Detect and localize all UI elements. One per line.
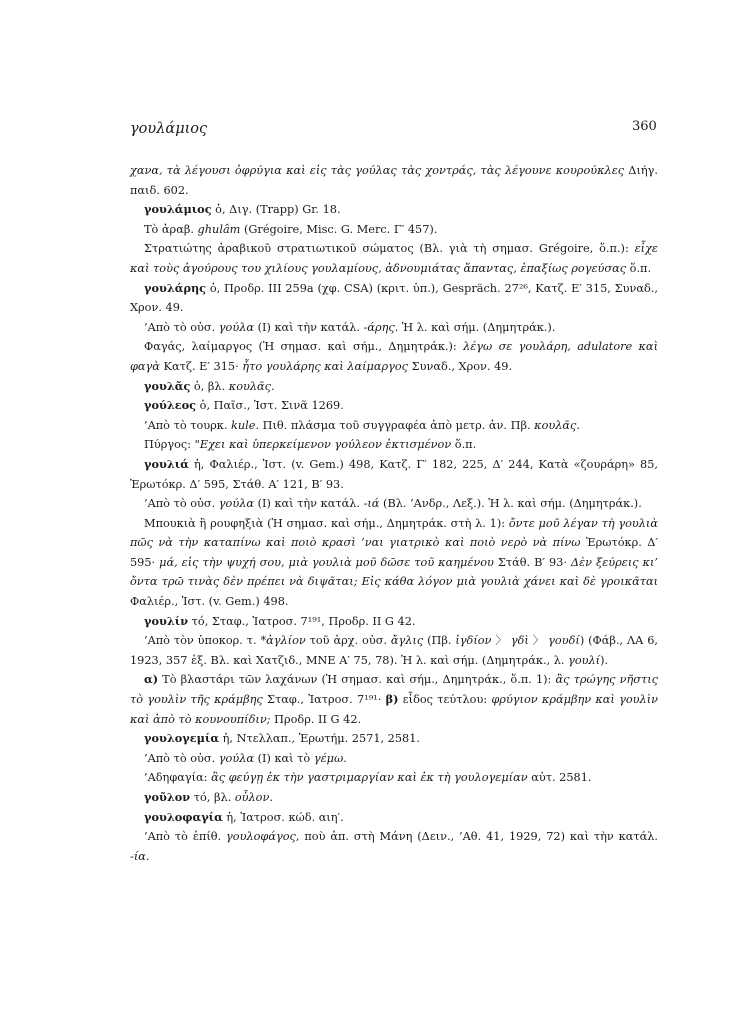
text: . Ἡ λ. καὶ σήμ. (Δημητράκ.).	[394, 320, 556, 334]
text: Πύργος:	[144, 438, 195, 452]
entry-paragraph	[130, 337, 658, 376]
text: Προδρ. II G 42.	[270, 712, 362, 726]
entry-paragraph	[130, 435, 658, 455]
entry-paragraph	[130, 239, 658, 278]
text: ’Απὸ τὸ οὐσ.	[144, 751, 219, 765]
italic-text: οὖλον	[234, 791, 270, 804]
entry-paragraph	[130, 494, 658, 514]
entry-paragraph	[130, 416, 658, 436]
text: ).	[600, 653, 609, 667]
text: ὁ, Παῖσ., Ἱστ. Σινᾶ 1269.	[196, 399, 344, 413]
text: . Πιθ. πλάσμα τοῦ συγγραφέα ἀπὸ μετρ. ἀν. Πβ.	[255, 418, 535, 432]
text: ’Απὸ τὸ οὐσ.	[144, 497, 219, 511]
text: 〉	[528, 634, 549, 648]
italic-text: κουλᾶς	[534, 418, 577, 432]
text: Κατζ. Ε′ 315·	[159, 359, 243, 373]
entry-paragraph	[130, 768, 658, 788]
italic-text: -ία	[130, 849, 146, 863]
italic-text: -άρης	[363, 320, 395, 334]
italic-text: κουλᾶς	[228, 379, 271, 393]
text: ἡ, Φαλιέρ., Ἱστ. (v. Gem.) 498, Κατζ. Γ′ 182, 225, Δ′ 244, Κατὰ «ζουράρη» 85, Ἐρωτόκρ. Δ′ 595, Στάθ. Α′ 121, Β′ 93.	[130, 457, 658, 491]
text: Διήγ. παιδ. 602.	[130, 164, 658, 197]
headword: γουλίν	[144, 613, 189, 628]
text: (Βλ. ’Ανδρ., Λεξ.). Ἡ λ. καὶ σήμ. (Δημητράκ.).	[379, 497, 642, 511]
text: Μπουκιὰ ἢ ρουφηξιὰ (Ἡ σημασ. καὶ σήμ., Δημητράκ. στὴ λ. 1):	[144, 516, 509, 530]
italic-text: γουλοφάγος	[226, 830, 296, 844]
italic-text: ghulâm	[197, 222, 241, 236]
lemma-entry	[130, 788, 658, 808]
text: (I) καὶ τὸ	[254, 751, 314, 765]
italic-text: ἰγδίον	[455, 634, 492, 648]
italic-text: kule	[231, 418, 256, 432]
entry-paragraph	[130, 670, 658, 729]
entry-paragraph	[130, 220, 658, 240]
italic-text: ὄντε μοῦ λέγαν τὴ γουλιὰ πῶς νὰ τὴν καταπίνω καὶ ποιὸ κρασὶ ’ναι γιατρικὸ καὶ ποιὸ νερὸ νὰ πίνω	[130, 516, 658, 550]
running-title: γουλάμιος	[130, 121, 208, 137]
text: Στρατιώτης ἀραβικοῦ στρατιωτικοῦ σώματος (Βλ. γιὰ τὴ σημασ. Grégoire, ὅ.π.):	[144, 242, 635, 256]
text: (Grégoire, Misc. G. Merc. Γ′ 457).	[240, 222, 438, 236]
lemma-entry	[130, 455, 658, 494]
text: Φαγάς, λαίμαργος (Ἡ σημασ. καὶ σήμ., Δημητράκ.):	[144, 340, 464, 354]
text: ) (Φάβ., ΛΑ 6, 1923, 357 ἑξ. Βλ. καὶ Χατζιδ., ΜΝΕ Α′ 75, 78). Ἡ λ. καὶ σήμ. (Δημητράκ., λ.	[130, 634, 658, 667]
text: ’Αδηφαγία:	[144, 771, 212, 785]
text: Σταφ., Ἰατροσ. 7¹⁹¹·	[262, 693, 386, 707]
text: .	[343, 751, 347, 765]
lemma-entry	[130, 279, 658, 318]
italic-text: Δὲν ξεύρεις κι’ ὄντα τρῶ τινὰς δὲν πρέπει νὰ διψᾶται; Εἰς κάθα λόγον μιὰ γουλιὰ χάνει καὶ δὲ γροικᾶται	[130, 555, 658, 589]
text: τοῦ ἀρχ. οὐσ.	[305, 634, 391, 648]
text: ’Απὸ τὸν ὑποκορ. τ. *	[144, 634, 267, 648]
lemma-entry	[130, 612, 658, 632]
italic-text: ἂς φεύγῃ ἐκ τὴν γαστριμαργίαν καὶ ἐκ τὴ γουλογεμίαν	[211, 771, 528, 785]
text: (Πβ.	[423, 634, 456, 648]
entry-paragraph	[130, 318, 658, 338]
lemma-entry	[130, 200, 658, 220]
entry-paragraph	[130, 749, 658, 769]
lemma-entry	[130, 377, 658, 397]
headword: α)	[144, 672, 159, 687]
headword: γουλογεμία	[144, 731, 220, 746]
headword: γουλᾶς	[144, 378, 191, 393]
headword: γοῦλον	[144, 790, 191, 804]
lemma-entry	[130, 808, 658, 828]
italic-text: εἶχε καὶ τοὺς ἀγούρους του χιλίους γουλαμίους, ἀδνουμιάτας ἅπαντας, ἐπαξίως ρογεύσας	[130, 242, 658, 275]
italic-text: γούλα	[218, 751, 254, 765]
headword: γουλάρης	[144, 280, 207, 295]
text: ὁ, Προδρ. III 259a (χφ. CSA) (κριτ. ὑπ.), Gespräch. 27²⁶, Κατζ. Ε′ 315, Συναδ., Χρον. 49.	[130, 281, 658, 315]
italic-text: φρύγιον κράμβην καὶ γουλὶν καὶ ἀπὸ τὸ κουνουπίδιν;	[130, 693, 658, 726]
text: .	[576, 418, 580, 432]
headword: γούλεος	[144, 398, 197, 413]
text: (I) καὶ τὴν κατάλ.	[254, 497, 364, 511]
italic-text: γούλα	[218, 497, 254, 511]
entry-paragraph	[130, 827, 658, 866]
text: 〉	[491, 634, 511, 648]
headword: β)	[385, 692, 399, 707]
italic-text: γουδί	[548, 634, 580, 648]
text: ’Απὸ τὸ τουρκ.	[144, 418, 232, 432]
italic-text: χανα, τὰ λέγουσι ὀφρύγια καὶ εἰς τὰς γούλας τὰς χοντράς, τὰς λέγουνε κουρούκλες	[130, 164, 625, 177]
text: ὅ.π.	[451, 438, 477, 452]
text: ὁ, Διγ. (Trapp) Gr. 18.	[211, 203, 341, 217]
text: τό, βλ.	[190, 791, 235, 804]
text: (I) καὶ τὴν κατάλ.	[254, 320, 364, 334]
text: , ποὺ ἀπ. στὴ Μάνη (Δειν., ’Αθ. 41, 1929, 72) καὶ τὴν κατάλ.	[295, 830, 659, 844]
italic-text: ἦτο γουλάρης καὶ λαίμαργος	[242, 359, 409, 373]
text: Στάθ. Β′ 93·	[493, 555, 571, 569]
text: Ἐρωτόκρ. Δ′ 595·	[130, 536, 658, 569]
headword: γουλάμιος	[144, 202, 212, 217]
text: .	[145, 849, 150, 863]
italic-text: ἄγλις	[390, 634, 424, 648]
page-body	[130, 161, 658, 866]
italic-text: μά, εἰς τὴν ψυχή σου, μιὰ γουλιὰ μοῦ δῶσε τοῦ καημένου	[159, 555, 494, 569]
text: Συναδ., Χρον. 49.	[408, 359, 513, 373]
italic-text: ἂς τρώγης νῆστις τὸ γουλὶν τῆς κράμβης	[130, 673, 658, 707]
italic-text: "Εχει καὶ ὑπερκείμενον γούλεον ἐκτισμένον	[194, 438, 452, 452]
text: .	[270, 379, 275, 393]
page-number: 360	[632, 119, 657, 134]
italic-text: ἀγλίον	[266, 634, 306, 648]
italic-text: γδὶ	[510, 634, 529, 648]
text: τό, Σταφ., Ἰατροσ. 7¹⁹¹, Προδρ. II G 42.	[188, 614, 416, 628]
text: ἡ, Ντελλαπ., Ἐρωτήμ. 2571, 2581.	[219, 732, 421, 746]
headword: γουλιά	[144, 456, 189, 471]
entry-paragraph	[130, 631, 658, 670]
text: .	[269, 791, 273, 804]
text: Τὸ βλαστάρι τῶν λαχάνων (Ἡ σημασ. καὶ σήμ., Δημητράκ., ὅ.π. 1):	[158, 673, 556, 687]
headword: γουλοφαγία	[144, 809, 223, 824]
lemma-entry	[130, 729, 658, 749]
text: ἡ, Ἰατροσ. κώδ. αιη′.	[222, 810, 344, 824]
text: Τὸ ἀραβ.	[144, 222, 198, 236]
italic-text: -ιά	[363, 497, 380, 511]
text: ὁ, βλ.	[190, 379, 229, 393]
italic-text: γούλα	[218, 320, 254, 334]
italic-text: λέγω σε γουλάρη, adulatore καὶ φαγὰ	[130, 340, 658, 373]
text: αὐτ. 2581.	[527, 771, 592, 785]
text: εἶδος τεύτλου:	[398, 693, 492, 707]
text: Φαλιέρ., Ἱστ. (v. Gem.) 498.	[130, 595, 289, 609]
italic-text: γουλί	[568, 653, 601, 667]
entry-paragraph	[130, 514, 658, 612]
lemma-entry	[130, 396, 658, 416]
text: ὅ.π.	[626, 261, 652, 275]
text: ’Απὸ τὸ οὐσ.	[144, 320, 219, 334]
italic-text: γέμω	[313, 751, 344, 765]
text: ’Απὸ τὸ ἐπίθ.	[144, 830, 227, 844]
continued-text	[130, 161, 658, 200]
